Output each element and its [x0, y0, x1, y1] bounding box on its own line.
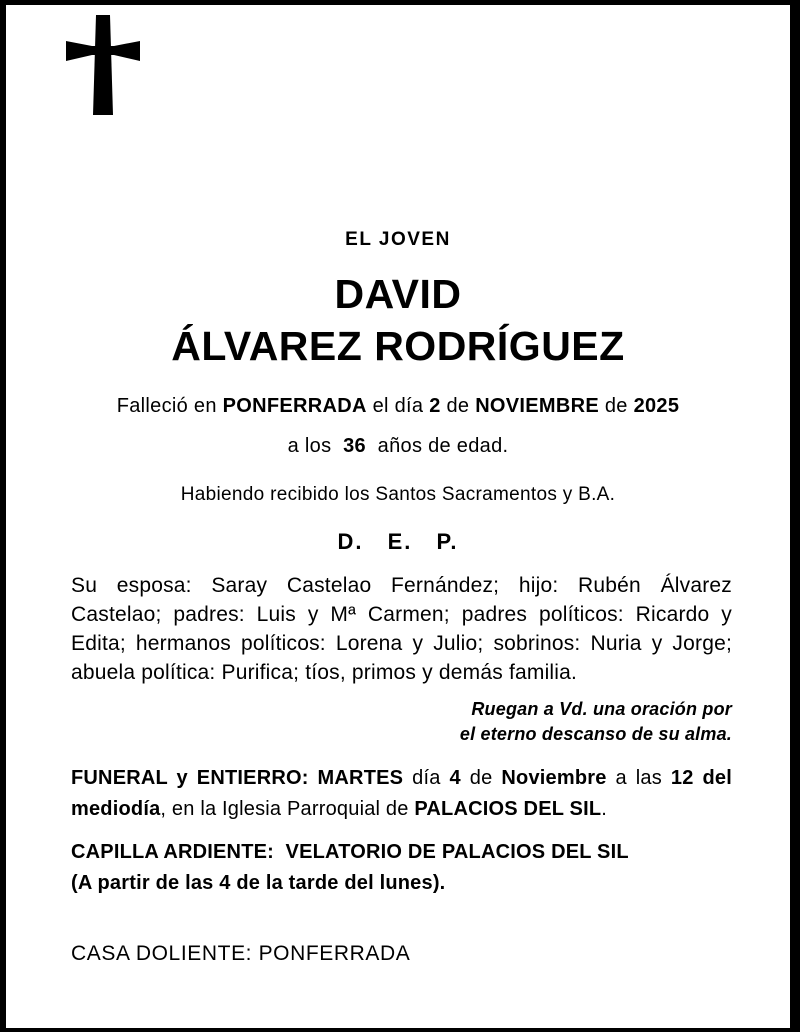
sacraments-line: Habiendo recibido los Santos Sacramentos y B.A. [180, 484, 616, 505]
mourning-house-line: CASA DOLIENTE: PONFERRADA [71, 942, 411, 965]
chapel-line-1: CAPILLA ARDIENTE: VELATORIO DE PALACIOS DEL SIL [71, 841, 629, 863]
chapel-details [71, 837, 732, 899]
prayer-request [306, 697, 732, 747]
deceased-first-name: DAVID [334, 271, 462, 317]
chapel-line-2: (A partir de las 4 de la tarde del lunes). [71, 872, 446, 894]
funeral-details-paragraph: FUNERAL y ENTIERRO: MARTES día 4 de Noviembre a las 12 del mediodía, en la Iglesia Parroquial de PALACIOS DEL SIL. [71, 767, 732, 820]
dep-line: D. E. P. [337, 529, 459, 554]
latin-cross-icon [62, 13, 144, 117]
death-place-date-line: Falleció en PONFERRADA el día 2 de NOVIEMBRE de 2025 [116, 395, 680, 417]
prayer-line-1: Ruegan a Vd. una oración por [471, 699, 732, 719]
age-line: a los 36 años de edad. [287, 435, 509, 457]
prayer-line-2: el eterno descanso de su alma. [459, 724, 732, 744]
family-paragraph: Su esposa: Saray Castelao Fernández; hijo: Rubén Álvarez Castelao; padres: Luis y Mª Carmen; padres políticos: Ricardo y Edita; hermanos políticos: Lorena y Julio; sobrinos: Nuria y Jorge; abuela política: Purifica; tíos, primos y demás familia. [71, 574, 732, 684]
deceased-last-names: ÁLVAREZ RODRÍGUEZ [171, 323, 625, 369]
antetitle: EL JOVEN [345, 229, 451, 250]
